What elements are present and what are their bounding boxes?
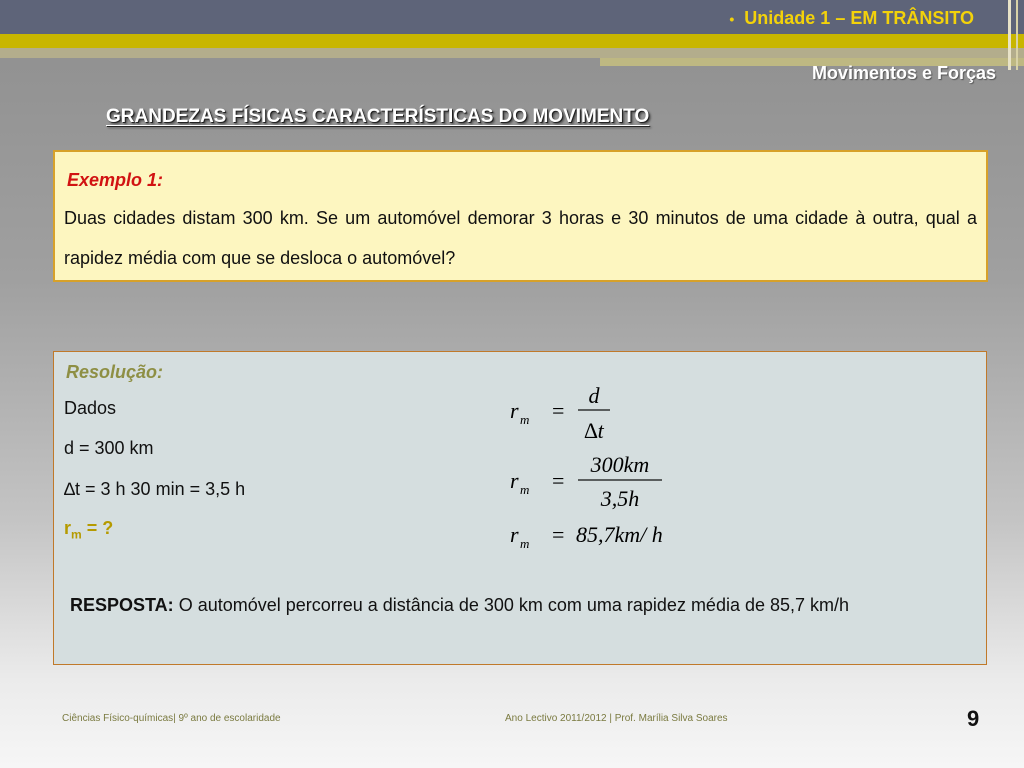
formula-lhs: r	[510, 522, 519, 547]
formula-numerator: d	[588, 383, 600, 408]
formula-denominator: 3,5h	[600, 486, 640, 511]
unit-title	[729, 8, 974, 29]
given-header: Dados	[64, 398, 117, 418]
formula-equals: =	[552, 468, 565, 493]
formula-block	[494, 372, 794, 562]
slide-title: GRANDEZAS FÍSICAS CARACTERÍSTICAS DO MOVIMENTO	[106, 106, 650, 127]
unknown-symbol: r	[64, 518, 72, 538]
formula-numerator: 300km	[590, 452, 650, 477]
header-stripe	[0, 48, 1024, 58]
page-number: 9	[967, 706, 980, 731]
formula-lhs: r	[510, 468, 519, 493]
formula-lhs-sub: m	[520, 412, 530, 427]
unit-title-text: Unidade 1 – EM TRÂNSITO	[744, 8, 974, 28]
resolution-label: Resolução:	[66, 362, 164, 382]
unknown-speed	[64, 518, 113, 542]
formula-lhs-sub: m	[520, 536, 530, 551]
unknown-subscript: m	[71, 527, 82, 542]
section-subtitle: Movimentos e Forças	[811, 63, 996, 83]
header-divider	[1016, 0, 1018, 70]
formula-equals: =	[552, 522, 565, 547]
footer-course: Ciências Físico-químicas| 9º ano de escolaridade	[62, 713, 281, 724]
example-box	[53, 150, 988, 282]
resolution-box	[53, 351, 987, 665]
formula-lhs: r	[510, 398, 519, 423]
bullet-icon: •	[729, 11, 735, 27]
example-text: Duas cidades distam 300 km. Se um automóvel demorar 3 horas e 30 minutos de uma cidade à outra, qual a rapidez média com que se desloca o automóvel?	[64, 208, 977, 268]
formula-result: 85,7km/ h	[576, 522, 663, 547]
given-time: ∆t = 3 h 30 min = 3,5 h	[64, 479, 246, 499]
header-divider	[1008, 0, 1011, 70]
given-distance: d = 300 km	[64, 438, 154, 458]
example-label: Exemplo 1:	[67, 170, 164, 190]
formula-denominator: ∆t	[584, 418, 604, 443]
header-stripe	[0, 34, 1024, 48]
answer-body: O automóvel percorreu a distância de 300 km com uma rapidez média de 85,7 km/h	[173, 595, 850, 615]
answer-label: RESPOSTA:	[70, 595, 174, 615]
formula-lhs-sub: m	[520, 482, 530, 497]
footer-teacher: Ano Lectivo 2011/2012 | Prof. Marília Silva Soares	[505, 713, 728, 724]
answer-text	[70, 592, 940, 618]
formula-equals: =	[552, 398, 565, 423]
unknown-suffix: = ?	[81, 518, 114, 538]
